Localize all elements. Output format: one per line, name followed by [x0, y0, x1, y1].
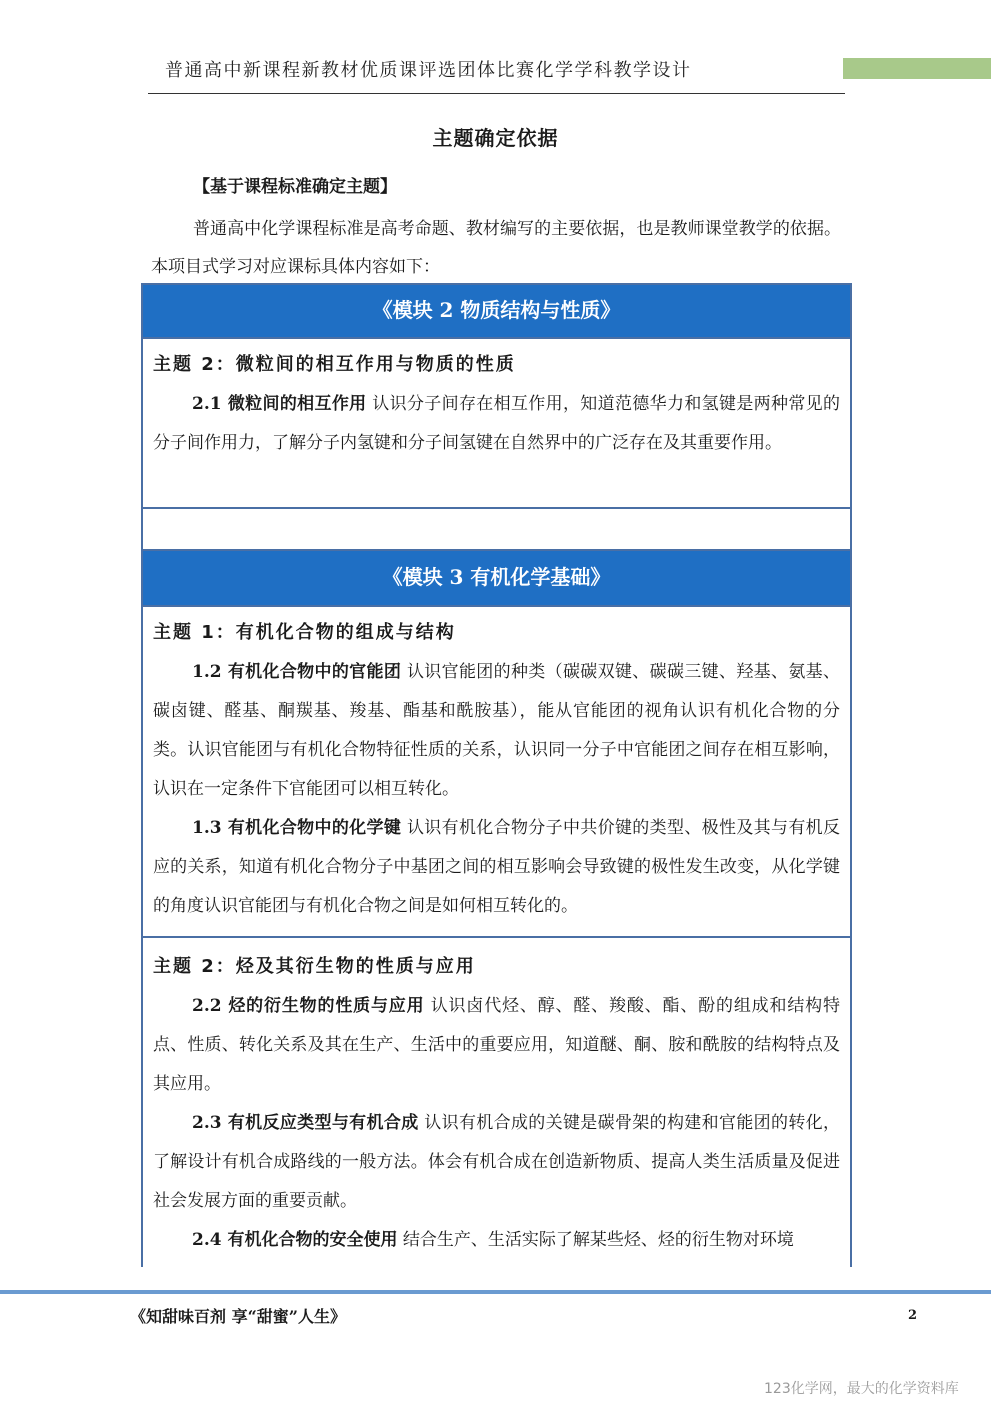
header-divider [148, 93, 845, 94]
standard-item-2-1 [153, 385, 840, 463]
standard-item-label: 2.3 有机反应类型与有机合成 [192, 1113, 419, 1133]
footer-project-title: 《知甜味百剂 享“甜蜜”人生》 [130, 1307, 346, 1326]
page-number: 2 [908, 1308, 918, 1323]
standard-item-label: 2.1 微粒间的相互作用 [192, 394, 367, 414]
module2-content-cell [143, 339, 850, 509]
module3-topic2-cell [143, 938, 850, 1260]
module2-topic: 主题 2：微粒间的相互作用与物质的性质 [153, 354, 516, 375]
document-header-title: 普通高中新课程新教材优质课评选团体比赛化学学科教学设计 [165, 60, 692, 81]
standard-item-label: 1.3 有机化合物中的化学键 [192, 818, 402, 838]
standard-item-text: 认识有机合成的关键是碳骨架的构建和官能团的转化，了解设计有机合成路线的一般方法。体会有机合成在创造新物质、提高人类生活质量及促进社会发展方面的重要贡献。 [153, 1113, 840, 1211]
site-watermark: 123化学网，最大的化学资料库 [764, 1381, 959, 1397]
standard-item-text: 认识卤代烃、醇、醛、羧酸、酯、酚的组成和结构特点、性质、转化关系及其在生产、生活中的重要应用，知道醚、酮、胺和酰胺的结构特点及其应用。 [153, 996, 840, 1094]
standard-item-text: 认识有机化合物分子中共价键的类型、极性及其与有机反应的关系，知道有机化合物分子中基团之间的相互影响会导致键的极性发生改变，从化学键的角度认识官能团与有机化合物之间是如何相互转化的。 [153, 818, 841, 916]
module2-title: 《模块 2 物质结构与性质》 [143, 283, 850, 339]
section-heading: 【基于课程标准确定主题】 [193, 177, 397, 197]
standard-item-text: 结合生产、生活实际了解某些烃、烃的衍生物对环境 [397, 1230, 794, 1250]
standard-item-1-3 [153, 809, 840, 926]
standard-item-1-2 [153, 653, 840, 809]
standard-item-text: 认识分子间存在相互作用，知道范德华力和氢键是两种常见的分子间作用力，了解分子内氢键和分子间氢键在自然界中的广泛存在及其重要作用。 [153, 394, 841, 453]
header-accent-bar [843, 58, 991, 79]
footer-divider [0, 1290, 991, 1294]
module3-topic1-cell [143, 607, 850, 938]
module2-table [141, 283, 852, 549]
standard-item-2-3 [153, 1104, 840, 1221]
spacer-row [143, 509, 850, 549]
intro-paragraph: 普通高中化学课程标准是高考命题、教材编写的主要依据，也是教师课堂教学的依据。本项目式学习对应课标具体内容如下： [151, 219, 841, 277]
module3-topic2: 主题 2：烃及其衍生物的性质与应用 [153, 956, 476, 977]
module3-table [141, 549, 852, 1267]
module3-title: 《模块 3 有机化学基础》 [143, 549, 850, 607]
standard-item-text: 认识官能团的种类（碳碳双键、碳碳三键、羟基、氨基、碳卤键、醛基、酮羰基、羧基、酯基和酰胺基），能从官能团的视角认识有机化合物的分类。认识官能团与有机化合物特征性质的关系，认识同一分子中官能团之间存在相互影响，认识在一定条件下官能团可以相互转化。 [153, 662, 841, 799]
standard-item-2-4 [153, 1221, 840, 1260]
standard-item-2-2 [153, 987, 840, 1104]
standard-item-label: 1.2 有机化合物中的官能团 [192, 662, 402, 682]
standard-item-label: 2.2 烃的衍生物的性质与应用 [192, 996, 425, 1016]
page-title: 主题确定依据 [432, 126, 559, 150]
module3-topic1: 主题 1：有机化合物的组成与结构 [153, 622, 456, 643]
standard-item-label: 2.4 有机化合物的安全使用 [192, 1230, 398, 1250]
